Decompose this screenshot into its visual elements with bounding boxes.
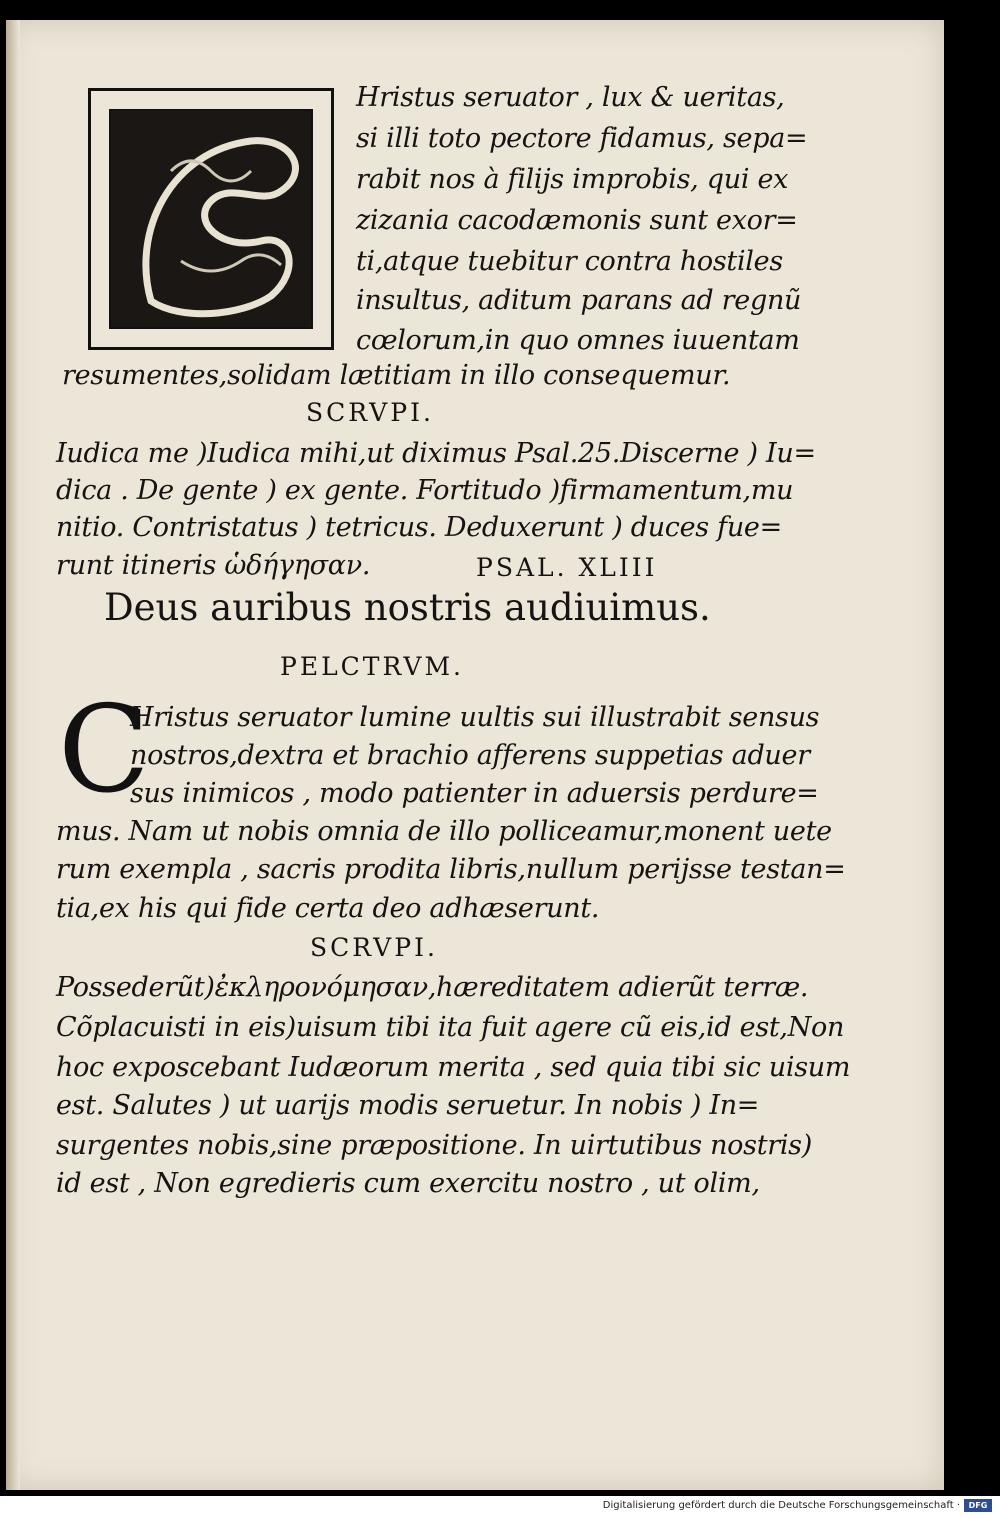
pelctrum-line: mus. Nam ut nobis omnia de illo polliceamur,monent uete [56, 816, 832, 847]
scrupi-line: id est , Non egredieris cum exercitu nostro , ut olim, [56, 1168, 760, 1199]
scrupi-line: runt itineris ὡδήγησαν. [56, 550, 371, 581]
intro-line: zizania cacodæmonis sunt exor= [356, 205, 798, 236]
section-heading-scrupi: SCRVPI. [306, 398, 434, 427]
psalm-title: Deus auribus nostris audiuimus. [104, 586, 711, 629]
dfg-logo: DFG [964, 1499, 992, 1512]
scrupi-line: est. Salutes ) ut uarijs modis seruetur. In nobis ) In= [56, 1090, 760, 1121]
intro-line: cœlorum,in quo omnes iuuentam [356, 325, 800, 356]
scrupi-line: hoc exposcebant Iudæorum merita , sed quia tibi sic uisum [56, 1052, 851, 1083]
ornament-icon [111, 111, 317, 333]
pelctrum-line: sus inimicos , modo patienter in aduersis perdure= [130, 778, 819, 809]
scrupi-line: surgentes nobis,sine præpositione. In uirtutibus nostris) [56, 1130, 812, 1161]
intro-line: ti,atque tuebitur contra hostiles [356, 246, 783, 277]
scrupi-line: dica . De gente ) ex gente. Fortitudo )firmamentum,mu [56, 475, 794, 506]
digitization-credit: Digitalisierung gefördert durch die Deutsche Forschungsgemeinschaft · [602, 1500, 960, 1511]
intro-line: insultus, aditum parans ad regnũ [356, 285, 802, 316]
pelctrum-line: rum exempla , sacris prodita libris,nullum perijsse testan= [56, 854, 846, 885]
intro-line: Hristus seruator , lux & ueritas, [356, 82, 785, 113]
scrupi-line: nitio. Contristatus ) tetricus. Deduxerunt ) duces fue= [56, 512, 782, 543]
intro-line: si illi toto pectore fidamus, sepa= [356, 123, 808, 154]
intro-line: resumentes,solidam lætitiam in illo consequemur. [62, 360, 731, 391]
initial-ornament-panel [109, 109, 313, 329]
pelctrum-line: nostros,dextra et brachio afferens suppetias aduer [130, 740, 810, 771]
page-spine-shadow [6, 20, 20, 1490]
section-heading-scrupi: SCRVPI. [310, 933, 438, 962]
intro-line: rabit nos à filijs improbis, qui ex [356, 164, 789, 195]
section-heading-pelctrum: PELCTRVM. [280, 652, 465, 681]
scrupi-line: Iudica me )Iudica mihi,ut diximus Psal.25.Discerne ) Iu= [56, 438, 816, 469]
scrupi-line: Possederũt)ἐκληρονόμησαν,hæreditatem adierũt terræ. [56, 972, 809, 1003]
pelctrum-line: tia,ex his qui fide certa deo adhæserunt. [56, 893, 600, 924]
scrupi-line: Cõplacuisti in eis)uisum tibi ita fuit agere cũ eis,id est,Non [56, 1012, 845, 1043]
drop-cap-initial: C [58, 681, 150, 820]
psalm-number: PSAL. XLIII [476, 553, 658, 582]
decorated-initial [88, 88, 334, 350]
pelctrum-line: Hristus seruator lumine uultis sui illustrabit sensus [130, 702, 820, 733]
